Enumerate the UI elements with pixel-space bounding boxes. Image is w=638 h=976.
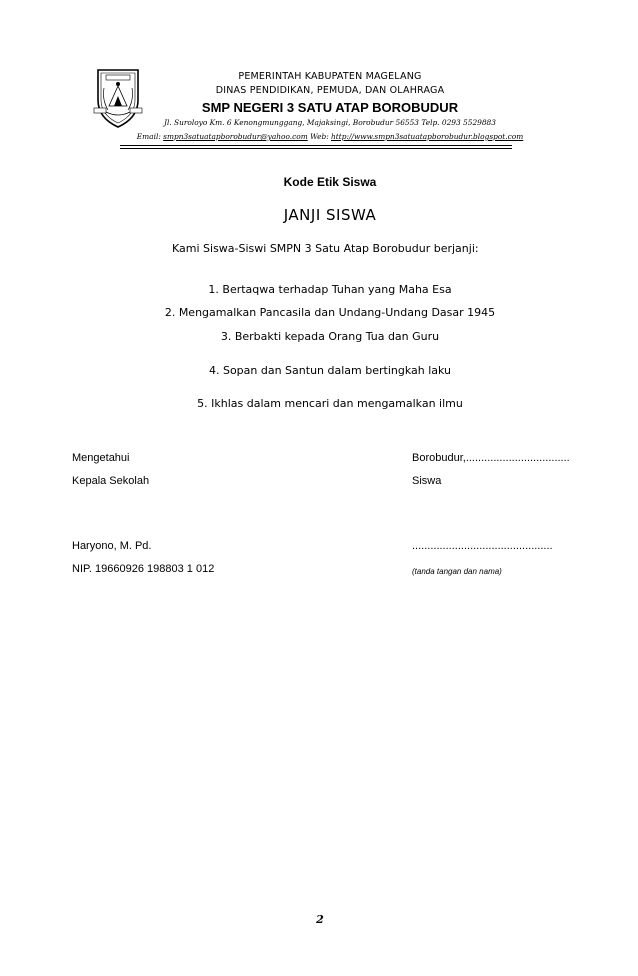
letterhead-divider bbox=[120, 145, 512, 146]
pledge-item: 2. Mengamalkan Pancasila dan Undang-Undang Dasar 1945 bbox=[164, 306, 496, 319]
letterhead-address: Jl. Suroloyo Km. 6 Kenongmunggang, Majaksingi, Borobudur 56553 Telp. 0293 5529883 bbox=[164, 118, 496, 127]
pledge-item: 3. Berbakti kepada Orang Tua dan Guru bbox=[220, 330, 440, 343]
web-link[interactable]: http://www.smpn3satuatapborobudur.blogspot.com bbox=[331, 132, 524, 141]
letterhead-contact bbox=[120, 132, 540, 141]
pledge-item: 1. Bertaqwa terhadap Tuhan yang Maha Esa bbox=[208, 283, 452, 296]
kabupaten-magelang-crest-icon bbox=[92, 66, 144, 130]
letterhead-department: DINAS PENDIDIKAN, PEMUDA, DAN OLAHRAGA bbox=[215, 85, 445, 96]
signature-right-place-date: Borobudur,.................................. bbox=[412, 452, 570, 464]
signature-right-blank: .............................................. bbox=[412, 540, 553, 552]
pledge-item: 5. Ikhlas dalam mencari dan mengamalkan ilmu bbox=[197, 397, 463, 410]
signature-left-name: Haryono, M. Pd. bbox=[72, 540, 152, 552]
email-link[interactable]: smpn3satuatapborobudur@yahoo.com bbox=[163, 132, 308, 141]
signature-right-role: Siswa bbox=[412, 475, 442, 487]
web-label: Web: bbox=[310, 132, 329, 141]
document-intro: Kami Siswa-Siswi SMPN 3 Satu Atap Borobudur berjanji: bbox=[172, 242, 479, 255]
pledge-item: 4. Sopan dan Santun dalam bertingkah laku bbox=[208, 364, 452, 377]
letterhead-divider-thin bbox=[120, 148, 512, 149]
signature-left-role: Kepala Sekolah bbox=[72, 475, 150, 487]
letterhead-government: PEMERINTAH KABUPATEN MAGELANG bbox=[238, 71, 422, 82]
signature-left-nip: NIP. 19660926 198803 1 012 bbox=[72, 563, 215, 575]
letterhead-school-name: SMP NEGERI 3 SATU ATAP BOROBUDUR bbox=[201, 100, 459, 115]
document-title: Kode Etik Siswa bbox=[283, 175, 377, 189]
document-heading: JANJI SISWA bbox=[283, 206, 377, 224]
page-number: 2 bbox=[316, 913, 324, 926]
email-label: Email: bbox=[136, 132, 161, 141]
signature-right-note: (tanda tangan dan nama) bbox=[412, 567, 502, 576]
signature-left-label: Mengetahui bbox=[72, 452, 130, 464]
